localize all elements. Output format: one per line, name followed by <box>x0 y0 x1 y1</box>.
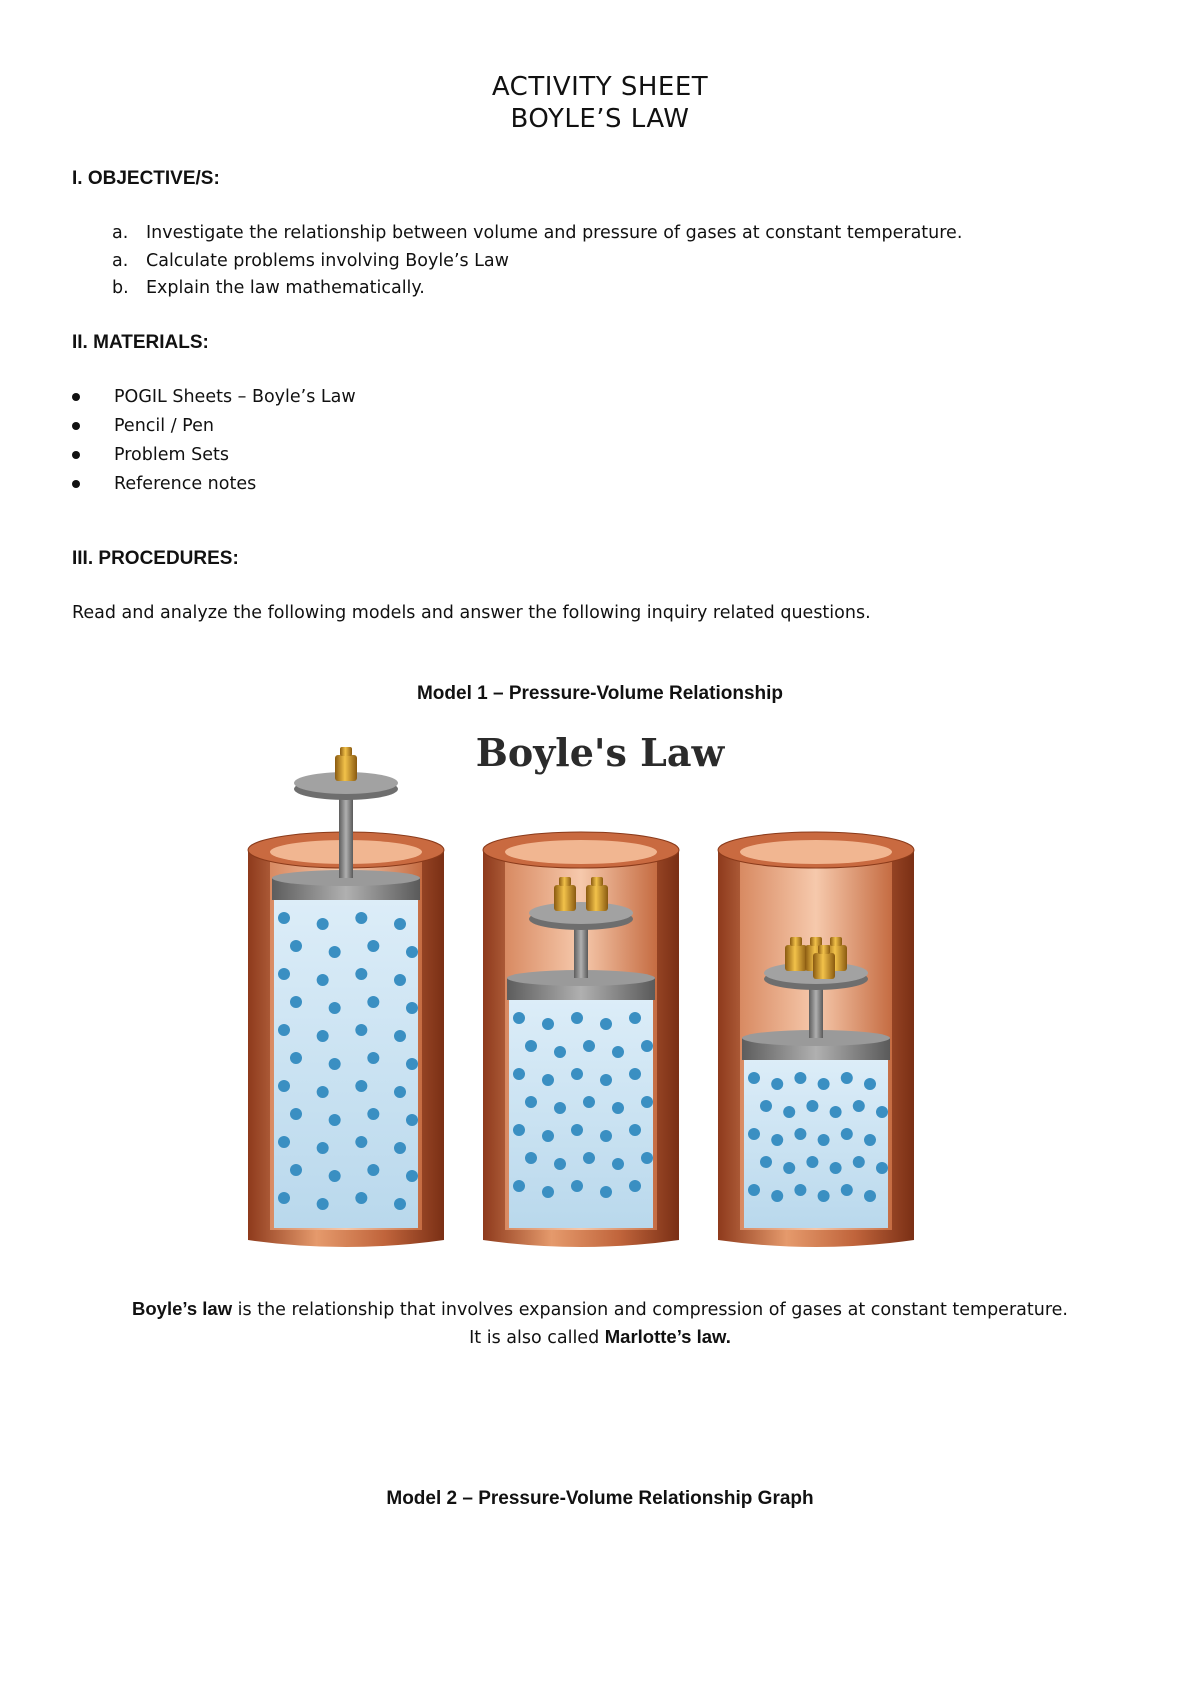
gas-molecule <box>583 1096 595 1108</box>
objectives-heading: I. OBJECTIVE/S: <box>72 168 220 189</box>
gas-molecule <box>830 1162 842 1174</box>
gas-molecule <box>876 1162 888 1174</box>
brass-weight <box>554 885 576 911</box>
cylinder-3 <box>718 832 914 1247</box>
gas-molecule <box>355 1136 367 1148</box>
gas-molecule <box>783 1162 795 1174</box>
materials-item-text: Reference notes <box>114 474 257 494</box>
gas-molecule <box>583 1040 595 1052</box>
gas-molecule <box>554 1046 566 1058</box>
gas-molecule <box>600 1074 612 1086</box>
brass-weight-knob <box>810 937 822 946</box>
gas-molecule <box>864 1190 876 1202</box>
gas-molecule <box>290 940 302 952</box>
definition-line1 <box>0 1298 1200 1320</box>
weight-plate <box>529 902 633 924</box>
gas-molecule <box>513 1180 525 1192</box>
gas-molecule <box>571 1124 583 1136</box>
gas-molecule <box>278 1080 290 1092</box>
gas-molecule <box>830 1106 842 1118</box>
gas-volume <box>509 1000 653 1228</box>
gas-molecule <box>806 1156 818 1168</box>
gas-molecule <box>542 1130 554 1142</box>
figure-title: Boyle's Law <box>475 730 725 775</box>
definition-line2 <box>0 1326 1200 1348</box>
gas-molecule <box>748 1128 760 1140</box>
gas-molecule <box>406 1002 418 1014</box>
gas-molecule <box>525 1040 537 1052</box>
gas-molecule <box>406 1170 418 1182</box>
gas-molecule <box>641 1096 653 1108</box>
gas-molecule <box>525 1096 537 1108</box>
gas-molecule <box>571 1012 583 1024</box>
boyles-law-illustration <box>240 730 960 1255</box>
gas-molecule <box>554 1102 566 1114</box>
objective-item <box>112 278 425 298</box>
gas-molecule <box>513 1012 525 1024</box>
gas-molecule <box>513 1068 525 1080</box>
gas-molecule <box>367 996 379 1008</box>
gas-molecule <box>278 1192 290 1204</box>
gas-molecule <box>864 1078 876 1090</box>
materials-item <box>72 474 256 494</box>
brass-weight-knob <box>559 877 571 886</box>
gas-molecule <box>525 1152 537 1164</box>
gas-molecule <box>600 1130 612 1142</box>
gas-molecule <box>290 1164 302 1176</box>
materials-item <box>72 387 356 407</box>
gas-molecule <box>818 1190 830 1202</box>
gas-molecule <box>278 968 290 980</box>
gas-molecule <box>278 1136 290 1148</box>
brass-weight-knob <box>790 937 802 946</box>
bullet-icon <box>72 480 80 488</box>
gas-molecule <box>629 1068 641 1080</box>
gas-molecule <box>771 1190 783 1202</box>
gas-molecule <box>329 1002 341 1014</box>
cylinder-opening <box>505 840 657 864</box>
gas-molecule <box>317 1030 329 1042</box>
cylinder-2 <box>483 832 679 1247</box>
gas-molecule <box>629 1180 641 1192</box>
materials-item-text: Problem Sets <box>114 445 229 465</box>
gas-molecule <box>748 1072 760 1084</box>
gas-molecule <box>771 1078 783 1090</box>
objective-item <box>112 223 962 243</box>
gas-molecule <box>329 1058 341 1070</box>
materials-item-text: Pencil / Pen <box>114 416 214 436</box>
gas-molecule <box>394 974 406 986</box>
gas-molecule <box>783 1106 795 1118</box>
gas-molecule <box>394 1030 406 1042</box>
gas-molecule <box>612 1046 624 1058</box>
gas-molecule <box>629 1012 641 1024</box>
objective-text: Calculate problems involving Boyle’s Law <box>146 251 509 271</box>
procedures-intro: Read and analyze the following models and answer the following inquiry related questions. <box>72 603 871 623</box>
gas-molecule <box>290 1052 302 1064</box>
model2-title: Model 2 – Pressure-Volume Relationship Graph <box>386 1488 814 1509</box>
gas-molecule <box>329 946 341 958</box>
brass-weight <box>335 755 357 781</box>
materials-heading: II. MATERIALS: <box>72 332 209 353</box>
gas-molecule <box>841 1184 853 1196</box>
gas-molecule <box>394 1086 406 1098</box>
brass-weight <box>813 953 835 979</box>
gas-molecule <box>841 1128 853 1140</box>
gas-molecule <box>317 974 329 986</box>
brass-weight-knob <box>340 747 352 756</box>
gas-molecule <box>818 1078 830 1090</box>
term-marlottes-law: Marlotte’s law. <box>604 1326 731 1347</box>
gas-molecule <box>317 918 329 930</box>
bullet-icon <box>72 451 80 459</box>
gas-molecule <box>329 1114 341 1126</box>
gas-molecule <box>853 1100 865 1112</box>
gas-molecule <box>629 1124 641 1136</box>
gas-molecule <box>394 1198 406 1210</box>
gas-molecule <box>513 1124 525 1136</box>
model1-title: Model 1 – Pressure-Volume Relationship <box>416 683 784 704</box>
gas-molecule <box>794 1072 806 1084</box>
objective-item <box>112 251 509 271</box>
gas-molecule <box>542 1074 554 1086</box>
gas-molecule <box>583 1152 595 1164</box>
gas-molecule <box>406 946 418 958</box>
gas-molecule <box>864 1134 876 1146</box>
gas-molecule <box>853 1156 865 1168</box>
gas-molecule <box>355 1192 367 1204</box>
gas-molecule <box>641 1040 653 1052</box>
definition-prefix: It is also called <box>469 1328 605 1348</box>
gas-molecule <box>367 1052 379 1064</box>
gas-molecule <box>367 940 379 952</box>
gas-molecule <box>806 1100 818 1112</box>
materials-item <box>72 445 229 465</box>
gas-molecule <box>542 1186 554 1198</box>
sheet-subtitle: BOYLE’S LAW <box>510 104 690 134</box>
gas-molecule <box>818 1134 830 1146</box>
gas-molecule <box>355 1024 367 1036</box>
gas-molecule <box>612 1158 624 1170</box>
gas-molecule <box>600 1186 612 1198</box>
gas-molecule <box>278 1024 290 1036</box>
objective-label: b. <box>112 278 129 298</box>
gas-molecule <box>355 968 367 980</box>
gas-molecule <box>367 1164 379 1176</box>
gas-molecule <box>771 1134 783 1146</box>
gas-molecule <box>394 918 406 930</box>
gas-molecule <box>794 1128 806 1140</box>
procedures-heading: III. PROCEDURES: <box>72 548 239 569</box>
gas-molecule <box>394 1142 406 1154</box>
gas-molecule <box>600 1018 612 1030</box>
gas-molecule <box>290 1108 302 1120</box>
gas-molecule <box>406 1058 418 1070</box>
cylinders-svg <box>240 730 960 1255</box>
brass-weight <box>586 885 608 911</box>
gas-molecule <box>571 1180 583 1192</box>
brass-weight-knob <box>830 937 842 946</box>
objective-label: a. <box>112 251 129 271</box>
materials-item-text: POGIL Sheets – Boyle’s Law <box>114 387 356 407</box>
materials-item <box>72 416 214 436</box>
brass-weight-knob <box>591 877 603 886</box>
definition-text: is the relationship that involves expansion and compression of gases at constant temperature. <box>232 1300 1068 1320</box>
brass-weight <box>785 945 807 971</box>
gas-molecule <box>612 1102 624 1114</box>
cylinder-1 <box>248 747 444 1247</box>
gas-molecule <box>748 1184 760 1196</box>
objective-label: a. <box>112 223 129 243</box>
gas-molecule <box>317 1086 329 1098</box>
objective-text: Investigate the relationship between volume and pressure of gases at constant temperature. <box>146 223 963 243</box>
bullet-icon <box>72 393 80 401</box>
gas-molecule <box>317 1198 329 1210</box>
gas-molecule <box>317 1142 329 1154</box>
gas-molecule <box>367 1108 379 1120</box>
gas-molecule <box>841 1072 853 1084</box>
term-boyles-law: Boyle’s law <box>132 1298 233 1319</box>
gas-molecule <box>355 1080 367 1092</box>
gas-molecule <box>329 1170 341 1182</box>
gas-molecule <box>355 912 367 924</box>
gas-molecule <box>794 1184 806 1196</box>
bullet-icon <box>72 422 80 430</box>
gas-molecule <box>278 912 290 924</box>
gas-molecule <box>542 1018 554 1030</box>
sheet-title: ACTIVITY SHEET <box>491 72 709 102</box>
gas-molecule <box>760 1156 772 1168</box>
gas-molecule <box>760 1100 772 1112</box>
gas-molecule <box>554 1158 566 1170</box>
objective-text: Explain the law mathematically. <box>146 278 425 298</box>
gas-molecule <box>641 1152 653 1164</box>
gas-molecule <box>290 996 302 1008</box>
cylinder-opening <box>740 840 892 864</box>
gas-molecule <box>571 1068 583 1080</box>
brass-weight-knob <box>818 945 830 954</box>
gas-molecule <box>406 1114 418 1126</box>
gas-molecule <box>876 1106 888 1118</box>
